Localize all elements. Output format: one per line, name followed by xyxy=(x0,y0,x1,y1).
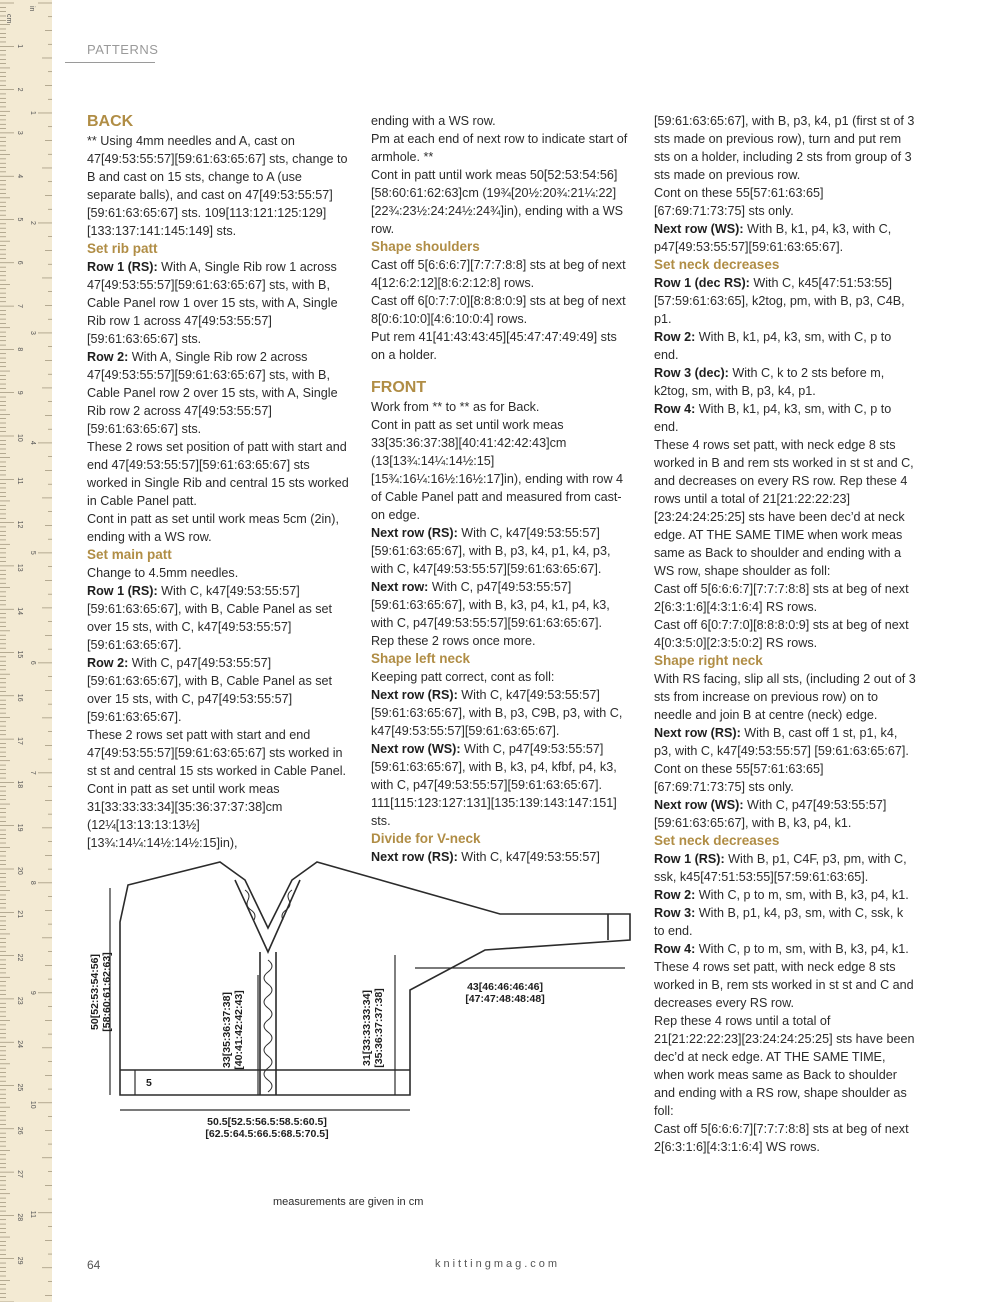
cable-pattern xyxy=(245,890,292,1092)
svg-text:33[35:36:37:38]: 33[35:36:37:38] xyxy=(221,992,233,1068)
ruler-cm-number: 10 xyxy=(16,434,23,442)
front-row-1: Next row (RS): With C, k47[49:53:55:57] [59:61:63:65:67], with B, p3, k4, p1, k4, p3, with C, k47[49:53:55:57][59:61:63:65:67]. xyxy=(371,526,611,576)
right-neck-row-1: Next row (RS): With B, cast off 1 st, p1, k4, p3, with C, k47[49:53:55:57] [59:61:63:65:67]. xyxy=(654,726,909,758)
vneck-cont: [59:61:63:65:67], with B, p3, k4, p1 (first st of 3 sts made on previous row), turn and put rem sts on a holder, including 2 sts from group of 3 sts made on previous row. xyxy=(654,114,915,182)
neck-dec2-note: These 4 rows set patt, with neck edge 8 sts worked in B, rem sts worked in st st and C and decreases every RS row. xyxy=(654,960,914,1010)
neck-dec-row-4: Row 4: With B, k1, p4, k3, sm, with C, p to end. xyxy=(654,402,892,434)
column-2 xyxy=(371,112,633,866)
vneck-heading: Divide for V-neck xyxy=(371,831,481,846)
front-title: FRONT xyxy=(371,379,427,396)
rib-row-2: Row 2: With A, Single Rib row 2 across 47[49:53:55:57][59:61:63:65:67] sts, with B, Cable Panel row 2 over 15 sts, with A, Single Rib row 2 across 47[49:53:55:57] [59:61:63:65:67] sts. xyxy=(87,350,338,436)
right-neck-ws-row: Next row (WS): With C, p47[49:53:55:57] [59:61:63:65:67], with B, k3, p4, k1. xyxy=(654,798,887,830)
diagram-caption: measurements are given in cm xyxy=(273,1196,424,1208)
dimension-labels xyxy=(89,952,545,1140)
ruler-in-number: 11 xyxy=(29,1210,36,1219)
ruler-cm-number: 3 xyxy=(16,130,23,135)
ruler-in-number: 3 xyxy=(29,330,36,335)
shoulder-step-1: Cast off 5[6:6:6:7][7:7:7:8:8] sts at beg of next 4[12:6:2:12][8:6:2:12:8] rows. xyxy=(371,258,626,290)
ruler-cm-number: 2 xyxy=(16,87,23,92)
front-row-2: Next row: With C, p47[49:53:55:57] [59:61:63:65:67], with B, k3, p4, k1, p4, k3, with C, p47[49:53:55:57][59:61:63:65:67]. xyxy=(371,580,610,630)
rib-row-1: Row 1 (RS): With A, Single Rib row 1 across 47[49:53:55:57][59:61:63:65:67] sts, with B, Cable Panel row 1 over 15 sts, with A, Single Rib row 1 across 47[49:53:55:57] [59:61:63:65:67] sts. xyxy=(87,260,338,346)
section-header: PATTERNS xyxy=(87,42,159,57)
right-neck-intro: With RS facing, slip all sts, (including 2 out of 3 sts from increase on previous row) on to needle and join B at centre (neck) edge. xyxy=(654,672,916,722)
main-heading: Set main patt xyxy=(87,547,172,562)
svg-text:[35:36:37:37:38]: [35:36:37:37:38] xyxy=(373,988,385,1068)
column-1 xyxy=(87,112,349,852)
vneck-sts: Cont on these 55[57:61:63:65] [67:69:71:73:75] sts only. xyxy=(654,186,824,218)
neck-dec-heading: Set neck decreases xyxy=(654,257,780,272)
vneck-row-1: Next row (RS): With C, k47[49:53:55:57] xyxy=(371,850,600,864)
ruler-cm-number: 29 xyxy=(16,1256,23,1265)
neck-dec-row-3: Row 3 (dec): With C, k to 2 sts before m, k2tog, sm, with B, p3, k4, p1. xyxy=(654,366,885,398)
back-title: BACK xyxy=(87,113,134,130)
ruler-in-number: 8 xyxy=(29,880,36,885)
neck-dec2-row-3: Row 3: With B, p1, k4, p3, sm, with C, ssk, k to end. xyxy=(654,906,904,938)
shoulders-heading: Shape shoulders xyxy=(371,239,480,254)
ruler-cm-number: 13 xyxy=(16,563,23,572)
svg-text:50[52:53:54:56]: 50[52:53:54:56] xyxy=(89,954,101,1030)
svg-text:50.5[52.5:56.5:58.5:60.5]: 50.5[52.5:56.5:58.5:60.5] xyxy=(207,1116,327,1128)
svg-text:[47:47:48:48:48]: [47:47:48:48:48] xyxy=(465,993,545,1005)
neck-dec2-row-4: Row 4: With C, p to m, sm, with B, k3, p4, k1. xyxy=(654,942,909,956)
ruler-graphic xyxy=(0,0,52,1302)
ruler-in-number: 6 xyxy=(29,660,36,665)
ruler-cm-number: 27 xyxy=(16,1170,23,1178)
neck-dec2-rep: Rep these 4 rows until a total of 21[21:22:22:23][23:24:24:25:25] sts have been dec’d at neck edge. AT THE SAME TIME, when work meas same as Back to shoulder and ending with a RS row, shape shoulder as foll: xyxy=(654,1014,915,1118)
rib-cont: Cont in patt as set until work meas 5cm (2in), ending with a WS row. xyxy=(87,512,339,544)
rib-heading: Set rib patt xyxy=(87,241,158,256)
ruler-in-number: 10 xyxy=(29,1100,36,1109)
ruler-in-label: in xyxy=(28,6,35,12)
ruler-cm-label: cm xyxy=(5,14,12,24)
rib-label: 5 xyxy=(146,1077,152,1089)
ruler-cm-number: 12 xyxy=(16,520,23,529)
body-length-label xyxy=(361,988,385,1067)
neck-dec-castoff-1: Cast off 5[6:6:6:7][7:7:7:8:8] sts at beg of next 2[6:3:1:6][4:3:1:6:4] RS rows. xyxy=(654,582,909,614)
shoulder-step-2: Cast off 6[0:7:7:0][8:8:8:0:9] sts at beg of next 8[0:6:10:0][4:6:10:0:4] rows. xyxy=(371,294,626,326)
page-number: 64 xyxy=(87,1258,101,1272)
ruler-cm-number: 26 xyxy=(16,1126,23,1135)
back-marker: Pm at each end of next row to indicate start of armhole. ** xyxy=(371,132,628,164)
ruler-cm-number: 28 xyxy=(16,1213,23,1222)
ruler-cm-number: 22 xyxy=(16,953,23,962)
vneck-ws-row: Next row (WS): With B, k1, p4, k3, with C, p47[49:53:55:57][59:61:63:65:67]. xyxy=(654,222,892,254)
ruler-in-number: 7 xyxy=(29,770,36,775)
svg-text:43[46:46:46:46]: 43[46:46:46:46] xyxy=(467,981,543,993)
ruler-cm-number: 17 xyxy=(16,737,23,745)
ruler-cm-number: 1 xyxy=(16,44,23,49)
svg-text:[40:41:42:42:43]: [40:41:42:42:43] xyxy=(233,990,245,1070)
ruler-cm-number: 25 xyxy=(16,1083,23,1092)
left-neck-heading: Shape left neck xyxy=(371,651,471,666)
measuring-ruler xyxy=(0,0,52,1302)
ruler-cm-number: 20 xyxy=(16,867,23,875)
width-label xyxy=(205,1116,328,1140)
ruler-cm-number: 5 xyxy=(16,217,23,222)
svg-text:[58:60:61:62:63]: [58:60:61:62:63] xyxy=(101,952,113,1032)
main-needles: Change to 4.5mm needles. xyxy=(87,566,239,580)
neck-dec2-row-2: Row 2: With C, p to m, sm, with B, k3, p4, k1. xyxy=(654,888,909,902)
column-3 xyxy=(654,112,916,1156)
svg-text:[62.5:64.5:66.5:68.5:70.5]: [62.5:64.5:66.5:68.5:70.5] xyxy=(205,1128,329,1140)
sleeve-label xyxy=(465,981,544,1005)
ruler-in-number: 4 xyxy=(29,440,36,445)
left-neck-row-1: Next row (RS): With C, k47[49:53:55:57] [59:61:63:65:67], with B, p3, C9B, p3, with C, k47[49:53:55:57][59:61:63:65:67]. xyxy=(371,688,623,738)
neck-dec-castoff-2: Cast off 6[0:7:7:0][8:8:8:0:9] sts at beg of next 4[0:3:5:0][2:3:5:0:2] RS rows. xyxy=(654,618,909,650)
main-cont: Cont in patt as set until work meas 31[33:33:33:34][35:36:37:37:38]cm (12¼[13:13:13:13½][13¾:14¼:14½:14½:15]in), xyxy=(87,782,283,850)
ruler-cm-number: 23 xyxy=(16,996,23,1005)
front-meas: Cont in patt as set until work meas 33[35:36:37:38][40:41:42:42:43]cm (13[13¾:14¼:14½:15][15¾:16¼:16½:16½:17]in), ending with row 4 of Cable Panel patt and measured from cast-on edge. xyxy=(371,418,624,522)
ruler-cm-number: 7 xyxy=(16,304,23,309)
neck-dec-note: These 4 rows set patt, with neck edge 8 sts worked in B and rem sts worked in st st and C, and decreases on every RS row. Rep these 4 rows until a total of 21[21:22:22:23][23:24:24:25:25] sts have been dec’d at neck edge. AT THE SAME TIME when work meas same as Back to shoulder and ending with a WS row, shape shoulder as foll: xyxy=(654,438,914,578)
back-cont: ending with a WS row. xyxy=(371,114,496,128)
ruler-in-number: 1 xyxy=(29,110,36,115)
ruler-cm-number: 11 xyxy=(16,477,23,485)
left-neck-intro: Keeping patt correct, cont as foll: xyxy=(371,670,555,684)
ruler-cm-number: 24 xyxy=(16,1040,23,1048)
main-note: These 2 rows set patt with start and end 47[49:53:55:57][59:61:63:65:67] sts worked in st st and central 15 sts worked in Cable Panel. xyxy=(87,728,347,778)
ruler-cm-number: 21 xyxy=(16,910,23,919)
ruler-in-number: 2 xyxy=(29,220,36,225)
rib-note: These 2 rows set position of patt with start and end 47[49:53:55:57][59:61:63:65:67] sts worked in Single Rib and central 15 sts worked in Cable Panel patt. xyxy=(87,440,349,508)
svg-text:31[33:33:33:34]: 31[33:33:33:34] xyxy=(361,990,373,1066)
total-length-label xyxy=(89,952,113,1031)
right-neck-sts: Cont on these 55[57:61:63:65] [67:69:71:73:75] sts only. xyxy=(654,762,824,794)
sweater-schematic xyxy=(80,840,640,1180)
back-meas: Cont in patt until work meas 50[52:53:54:56][58:60:61:62:63]cm (19¾[20½:20¾:21¼:22] [22¾:23½:24:24½:24¾]in), ending with a WS row. xyxy=(371,168,624,236)
site-url: knittingmag.com xyxy=(435,1258,561,1270)
ruler-cm-number: 16 xyxy=(16,693,23,702)
ruler-in-number: 9 xyxy=(29,990,36,995)
ruler-cm-number: 14 xyxy=(16,607,23,615)
neck-dec-row-1: Row 1 (dec RS): With C, k45[47:51:53:55] [57:59:61:63:65], k2tog, pm, with B, p3, C4B, p1. xyxy=(654,276,905,326)
front-length-label xyxy=(221,990,245,1069)
neck-dec-row-2: Row 2: With B, k1, p4, k3, sm, with C, p to end. xyxy=(654,330,892,362)
neck-dec2-castoff: Cast off 5[6:6:6:7][7:7:7:8:8] sts at beg of next 2[6:3:1:6][4:3:1:6:4] WS rows. xyxy=(654,1122,909,1154)
main-row-2: Row 2: With C, p47[49:53:55:57] [59:61:63:65:67], with B, Cable Panel as set over 15 sts, with C, p47[49:53:55:57] [59:61:63:65:67]. xyxy=(87,656,333,724)
main-row-1: Row 1 (RS): With C, k47[49:53:55:57] [59:61:63:65:67], with B, Cable Panel as set over 15 sts, with C, k47[49:53:55:57] [59:61:63:65:67]. xyxy=(87,584,333,652)
ruler-cm-number: 19 xyxy=(16,823,23,832)
ruler-cm-number: 18 xyxy=(16,780,23,789)
neck-dec2-heading: Set neck decreases xyxy=(654,833,780,848)
button-band-line xyxy=(260,952,276,1095)
shoulder-step-3: Put rem 41[41:43:43:45][45:47:47:49:49] sts on a holder. xyxy=(371,330,617,362)
back-intro: ** Using 4mm needles and A, cast on 47[49:53:55:57][59:61:63:65:67] sts, change to B and cast on 15 sts, change to A (use separate balls), and cast on 47[49:53:55:57][59:61:63:65:67] sts. 109[113:121:125:129][133:137:141:145:149] sts. xyxy=(87,134,348,238)
left-neck-row-2: Next row (WS): With C, p47[49:53:55:57] [59:61:63:65:67], with B, k3, p4, kfbf, p4, k3, with C, p47[49:53:55:57][59:61:63:65:67]. 111[115:123:127:131][135:139:143:147:151] sts. xyxy=(371,742,617,828)
ruler-cm-number: 4 xyxy=(16,174,23,179)
front-intro: Work from ** to ** as for Back. xyxy=(371,400,540,414)
ruler-in-number: 5 xyxy=(29,550,36,555)
cable-wave xyxy=(264,960,272,1092)
ruler-cm-number: 8 xyxy=(16,347,23,352)
ruler-cm-number: 9 xyxy=(16,390,23,395)
right-neck-heading: Shape right neck xyxy=(654,653,763,668)
header-rule xyxy=(65,62,155,63)
neck-dec2-row-1: Row 1 (RS): With B, p1, C4F, p3, pm, with C, ssk, k45[47:51:53:55][57:59:61:63:65]. xyxy=(654,852,907,884)
ruler-cm-number: 15 xyxy=(16,650,23,659)
front-rep: Rep these 2 rows once more. xyxy=(371,634,536,648)
ruler-cm-number: 6 xyxy=(16,260,23,265)
